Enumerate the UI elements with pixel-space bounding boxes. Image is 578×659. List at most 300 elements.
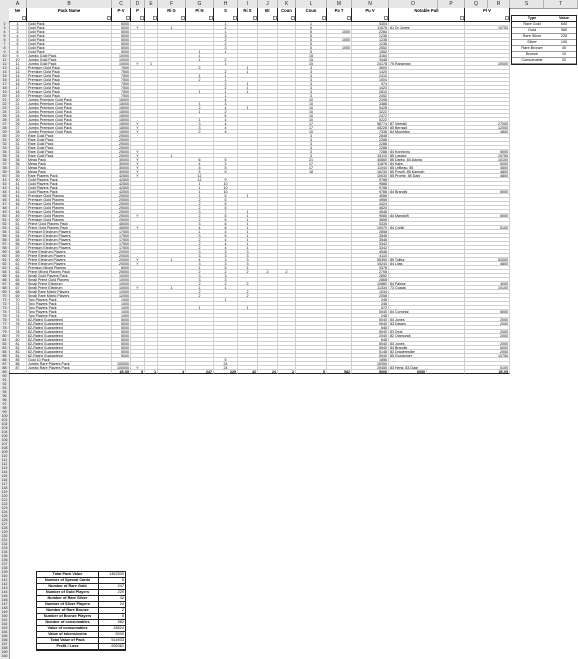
table-cell[interactable]: Jumbo Gold Pack: [27, 58, 112, 62]
filter-dropdown-icon[interactable]: [233, 16, 237, 20]
table-cell[interactable]: 5000: [112, 46, 131, 50]
table-cell[interactable]: 2: [186, 294, 214, 298]
table-cell[interactable]: 56: [9, 242, 27, 246]
table-cell[interactable]: 6: [214, 226, 238, 230]
table-cell[interactable]: Premium Gold Pack: [27, 86, 112, 90]
table-cell[interactable]: 5000: [112, 338, 131, 342]
table-cell[interactable]: 3: [214, 262, 238, 266]
table-cell[interactable]: 4800: [465, 262, 510, 266]
table-cell[interactable]: 43: [9, 190, 27, 194]
column-header-e[interactable]: E: [145, 0, 158, 8]
row-number[interactable]: 80: [2, 334, 7, 338]
row-number[interactable]: 108: [1, 446, 8, 450]
table-cell[interactable]: 57: [9, 246, 27, 250]
table-cell[interactable]: 25000: [112, 270, 131, 274]
table-cell[interactable]: Y: [131, 226, 145, 230]
filter-dropdown-icon[interactable]: [253, 16, 257, 20]
table-cell[interactable]: 84 Jones: [389, 318, 465, 322]
table-cell[interactable]: 11334: [352, 286, 389, 290]
table-cell[interactable]: 1: [238, 238, 258, 242]
table-cell[interactable]: 11044: [352, 166, 389, 170]
table-cell[interactable]: 3: [238, 250, 258, 254]
row-number[interactable]: 132: [1, 542, 8, 546]
table-cell[interactable]: 3: [296, 146, 327, 150]
row-number[interactable]: 130: [1, 534, 8, 538]
table-cell[interactable]: Y: [131, 262, 145, 266]
table-cell[interactable]: 1: [214, 94, 238, 98]
table-cell[interactable]: 5: [296, 30, 327, 34]
table-cell[interactable]: 2: [214, 26, 238, 30]
table-cell[interactable]: Small Prime Electrum: [27, 286, 112, 290]
table-cell[interactable]: Y: [131, 154, 145, 158]
table-cell[interactable]: 1: [186, 90, 214, 94]
row-number[interactable]: 69: [2, 290, 7, 294]
table-cell[interactable]: 2288: [352, 138, 389, 142]
table-cell[interactable]: 4: [214, 106, 238, 110]
table-cell[interactable]: 1: [238, 194, 258, 198]
table-cell[interactable]: 20: [9, 98, 27, 102]
table-cell[interactable]: 3: [214, 250, 238, 254]
table-cell[interactable]: Jumbo Gold Pack: [27, 62, 112, 66]
table-cell[interactable]: 10: [9, 58, 27, 62]
table-cell[interactable]: 1: [158, 154, 186, 158]
table-cell[interactable]: 7500: [112, 86, 131, 90]
row-number[interactable]: 156: [1, 638, 8, 642]
row-number[interactable]: 27: [2, 122, 7, 126]
table-cell[interactable]: 1034: [352, 290, 389, 294]
table-cell[interactable]: Gold Pack: [27, 50, 112, 54]
legend-type[interactable]: Bronze: [525, 52, 539, 56]
table-cell[interactable]: 5000: [465, 162, 510, 166]
table-cell[interactable]: 73: [9, 310, 27, 314]
row-number[interactable]: 14: [2, 70, 7, 74]
table-cell[interactable]: 10750: [465, 354, 510, 358]
table-cell[interactable]: Mega Pack: [27, 162, 112, 166]
row-number[interactable]: 25: [2, 114, 7, 118]
table-cell[interactable]: Jumbo Premium Gold Pack: [27, 114, 112, 118]
total-cell[interactable]: 42: [238, 370, 258, 374]
table-cell[interactable]: 1: [214, 74, 238, 78]
summary-value[interactable]: 5000: [115, 632, 124, 636]
table-cell[interactable]: 1: [214, 90, 238, 94]
table-cell[interactable]: 2000: [465, 330, 510, 334]
summary-label[interactable]: Value of consumables: [37, 626, 99, 631]
table-cell[interactable]: 2288: [352, 146, 389, 150]
table-cell[interactable]: Small Rare Mixed Players: [27, 294, 112, 298]
table-cell[interactable]: 86: [9, 362, 27, 366]
column-header-i[interactable]: I: [238, 0, 258, 8]
summary-value[interactable]: 2: [121, 608, 124, 612]
column-header-d[interactable]: D: [131, 0, 145, 8]
table-cell[interactable]: 2452: [352, 94, 389, 98]
summary-value[interactable]: 229: [117, 590, 124, 594]
table-cell[interactable]: Y: [131, 258, 145, 262]
table-cell[interactable]: 16: [9, 82, 27, 86]
table-cell[interactable]: 85 Berrazli: [389, 126, 465, 130]
row-number[interactable]: 95: [2, 394, 7, 398]
table-cell[interactable]: 25000: [112, 210, 131, 214]
row-number[interactable]: 36: [2, 158, 7, 162]
row-number[interactable]: 115: [1, 474, 8, 478]
row-number[interactable]: 93: [2, 386, 7, 390]
table-cell[interactable]: 7: [9, 46, 27, 50]
table-cell[interactable]: 51: [9, 222, 27, 226]
row-number[interactable]: 125: [1, 514, 8, 518]
table-cell[interactable]: Jumbo Premium Gold Pack: [27, 130, 112, 134]
row-number[interactable]: 33: [2, 146, 7, 150]
table-cell[interactable]: 12000: [112, 294, 131, 298]
summary-label[interactable]: Number of Rare Gold: [37, 584, 99, 589]
table-cell[interactable]: 2: [186, 130, 214, 134]
table-cell[interactable]: Small Rare Mixed Players: [27, 290, 112, 294]
table-cell[interactable]: Gold Players Pack: [27, 186, 112, 190]
table-cell[interactable]: 85 Poveli, 85 Kamrah: [389, 170, 465, 174]
table-cell[interactable]: 12000: [465, 126, 510, 130]
table-cell[interactable]: 26: [9, 122, 27, 126]
row-number[interactable]: 41: [2, 178, 7, 182]
table-cell[interactable]: 5000: [112, 50, 131, 54]
table-cell[interactable]: 5: [214, 166, 238, 170]
filter-dropdown-icon[interactable]: [460, 16, 464, 20]
row-number[interactable]: 51: [2, 218, 7, 222]
table-cell[interactable]: 23: [9, 110, 27, 114]
table-cell[interactable]: Premium Gold Pack: [27, 66, 112, 70]
table-header-1[interactable]: [27, 8, 112, 22]
summary-label[interactable]: Number of Rare Bronze: [37, 608, 99, 613]
column-header-n[interactable]: N: [352, 0, 389, 8]
table-cell[interactable]: Y: [131, 62, 145, 66]
table-cell[interactable]: 3376: [352, 266, 389, 270]
table-cell[interactable]: 5335: [352, 222, 389, 226]
table-cell[interactable]: 1: [238, 222, 258, 226]
table-cell[interactable]: 5000: [465, 346, 510, 350]
table-cell[interactable]: Two Players Pack: [27, 298, 112, 302]
row-number[interactable]: 131: [1, 538, 8, 542]
table-cell[interactable]: 2708: [352, 270, 389, 274]
table-cell[interactable]: 20000: [112, 250, 131, 254]
table-cell[interactable]: 17: [9, 86, 27, 90]
table-cell[interactable]: 4548: [352, 210, 389, 214]
table-cell[interactable]: 5: [214, 358, 238, 362]
table-cell[interactable]: 69: [9, 294, 27, 298]
table-cell[interactable]: Jumbo Rare Players Pack: [27, 362, 112, 366]
table-cell[interactable]: 1420: [352, 86, 389, 90]
table-cell[interactable]: Jumbo Gold Pack: [27, 54, 112, 58]
table-cell[interactable]: 22: [9, 106, 27, 110]
table-cell[interactable]: 1000: [112, 302, 131, 306]
filter-dropdown-icon[interactable]: [126, 16, 130, 20]
table-cell[interactable]: 10000: [112, 58, 131, 62]
table-cell[interactable]: 58: [9, 250, 27, 254]
table-cell[interactable]: 32: [9, 146, 27, 150]
table-cell[interactable]: Y: [131, 150, 145, 154]
row-number[interactable]: 79: [2, 330, 7, 334]
table-cell[interactable]: 76: [9, 322, 27, 326]
table-cell[interactable]: 44: [9, 194, 27, 198]
table-cell[interactable]: 74: [9, 314, 27, 318]
row-number[interactable]: 88: [2, 366, 7, 370]
table-cell[interactable]: 25000: [112, 214, 131, 218]
table-cell[interactable]: 3: [214, 254, 238, 258]
table-cell[interactable]: 1: [158, 258, 186, 262]
table-cell[interactable]: Jumbo Premium Gold Pack: [27, 126, 112, 130]
legend-value[interactable]: 360: [560, 28, 568, 32]
table-cell[interactable]: 2: [214, 82, 238, 86]
filter-dropdown-icon[interactable]: [505, 16, 509, 20]
table-cell[interactable]: 84 Jones: [389, 342, 465, 346]
column-header-k[interactable]: K: [278, 0, 296, 8]
table-cell[interactable]: 8: [9, 50, 27, 54]
table-cell[interactable]: 15000: [112, 130, 131, 134]
table-cell[interactable]: 3: [214, 162, 238, 166]
row-number[interactable]: 6: [3, 38, 6, 42]
table-cell[interactable]: Rare Gold Pack: [27, 150, 112, 154]
table-cell[interactable]: 1000: [112, 314, 131, 318]
table-cell[interactable]: 7500: [112, 70, 131, 74]
table-cell[interactable]: Premium Electrum Players: [27, 246, 112, 250]
table-cell[interactable]: 6: [9, 42, 27, 46]
table-cell[interactable]: 52: [9, 226, 27, 230]
row-number[interactable]: 2: [3, 22, 6, 26]
legend-row[interactable]: [512, 58, 576, 64]
column-header-f[interactable]: F: [158, 0, 186, 8]
row-number[interactable]: 91: [2, 378, 7, 382]
table-cell[interactable]: 1: [214, 50, 238, 54]
filter-dropdown-icon[interactable]: [347, 16, 351, 20]
row-number[interactable]: 123: [1, 506, 8, 510]
table-cell[interactable]: 15244: [352, 262, 389, 266]
column-header-h[interactable]: H: [214, 0, 238, 8]
table-cell[interactable]: 3: [296, 66, 327, 70]
table-cell[interactable]: 2: [186, 246, 214, 250]
table-cell[interactable]: 5000: [112, 350, 131, 354]
table-cell[interactable]: 1: [238, 86, 258, 90]
row-number[interactable]: 37: [2, 162, 7, 166]
table-cell[interactable]: 3: [186, 210, 214, 214]
table-cell[interactable]: 4500: [465, 166, 510, 170]
table-cell[interactable]: 5: [214, 202, 238, 206]
table-cell[interactable]: 78: [9, 330, 27, 334]
table-cell[interactable]: 80: [9, 338, 27, 342]
table-cell[interactable]: 45228: [352, 126, 389, 130]
table-cell[interactable]: 1: [238, 234, 258, 238]
legend-type[interactable]: Rare Gold: [523, 22, 541, 26]
table-header-11[interactable]: [296, 8, 327, 22]
table-cell[interactable]: 5040: [352, 318, 389, 322]
table-cell[interactable]: 15: [9, 78, 27, 82]
table-cell[interactable]: Y: [131, 130, 145, 134]
table-cell[interactable]: 5: [186, 166, 214, 170]
table-cell[interactable]: 1000: [112, 310, 131, 314]
table-cell[interactable]: 5148: [352, 350, 389, 354]
table-cell[interactable]: 85 Gondomer: [389, 354, 465, 358]
table-cell[interactable]: 1: [186, 182, 214, 186]
table-cell[interactable]: 1: [238, 82, 258, 86]
table-cell[interactable]: 1: [186, 50, 214, 54]
table-cell[interactable]: 84 Brandis: [389, 346, 465, 350]
summary-value[interactable]: 5: [121, 614, 124, 618]
table-header-13[interactable]: [352, 8, 389, 22]
column-header-a[interactable]: A: [9, 0, 27, 8]
row-number[interactable]: 11: [2, 58, 7, 62]
table-cell[interactable]: 2: [238, 290, 258, 294]
summary-label[interactable]: Number of Special Cards: [37, 578, 99, 583]
table-cell[interactable]: 2: [238, 282, 258, 286]
table-cell[interactable]: 2398: [352, 98, 389, 102]
summary-label[interactable]: Number of Bronze Players: [37, 614, 99, 619]
table-cell[interactable]: 10: [214, 190, 238, 194]
row-number[interactable]: 98: [2, 406, 7, 410]
table-cell[interactable]: 1: [238, 70, 258, 74]
table-cell[interactable]: 85 Prorrie, 85 Dani: [389, 174, 465, 178]
table-cell[interactable]: 5000: [112, 326, 131, 330]
row-number[interactable]: 40: [2, 174, 7, 178]
row-number[interactable]: 58: [2, 246, 7, 250]
table-header-0[interactable]: [9, 8, 27, 22]
table-cell[interactable]: Premium Gold Players: [27, 214, 112, 218]
table-header-9[interactable]: [258, 8, 278, 22]
row-number[interactable]: 126: [1, 518, 8, 522]
table-cell[interactable]: 1: [238, 230, 258, 234]
row-number[interactable]: 53: [2, 226, 7, 230]
table-cell[interactable]: 5000: [112, 354, 131, 358]
table-cell[interactable]: Premium Gold Pack: [27, 90, 112, 94]
table-cell[interactable]: 7500: [112, 78, 131, 82]
table-cell[interactable]: Y: [131, 166, 145, 170]
table-header-10[interactable]: [278, 8, 296, 22]
table-cell[interactable]: 15110: [352, 154, 389, 158]
totals-row[interactable]: [9, 370, 510, 374]
row-number[interactable]: 9: [3, 50, 6, 54]
table-cell[interactable]: Gold Pack: [27, 30, 112, 34]
table-cell[interactable]: 2: [186, 218, 214, 222]
table-cell[interactable]: 2: [278, 270, 296, 274]
table-cell[interactable]: 3: [296, 138, 327, 142]
table-cell[interactable]: 7: [214, 210, 238, 214]
table-cell[interactable]: Y: [131, 126, 145, 130]
row-number[interactable]: 26: [2, 118, 7, 122]
table-cell[interactable]: 1: [238, 214, 258, 218]
row-number[interactable]: 128: [1, 526, 8, 530]
column-header-c[interactable]: C: [112, 0, 131, 8]
table-cell[interactable]: Premium Electrum Players: [27, 242, 112, 246]
table-cell[interactable]: 5000: [112, 42, 131, 46]
row-number[interactable]: 10: [2, 54, 7, 58]
table-cell[interactable]: 5: [214, 206, 238, 210]
table-cell[interactable]: 4: [186, 162, 214, 166]
table-cell[interactable]: 5000: [465, 214, 510, 218]
table-cell[interactable]: 25000: [112, 154, 131, 158]
table-cell[interactable]: 2852: [352, 274, 389, 278]
table-cell[interactable]: 25000: [112, 198, 131, 202]
table-cell[interactable]: 63: [9, 270, 27, 274]
table-cell[interactable]: 82-Rated Guaranteed: [27, 346, 112, 350]
row-number[interactable]: 122: [1, 502, 8, 506]
total-cell[interactable]: 5: [296, 370, 327, 374]
row-number[interactable]: 151: [1, 618, 8, 622]
table-cell[interactable]: 24: [214, 362, 238, 366]
table-cell[interactable]: 12000: [112, 290, 131, 294]
table-cell[interactable]: 37: [9, 166, 27, 170]
row-number[interactable]: 160: [1, 654, 8, 658]
table-cell[interactable]: 30000: [112, 170, 131, 174]
table-cell[interactable]: 10: [214, 186, 238, 190]
row-number[interactable]: 78: [2, 326, 7, 330]
table-cell[interactable]: 84 Konnichu: [389, 150, 465, 154]
table-cell[interactable]: 5000: [112, 26, 131, 30]
table-cell[interactable]: 1000: [112, 298, 131, 302]
table-cell[interactable]: Prime Gold Players Pack: [27, 222, 112, 226]
table-cell[interactable]: 15000: [112, 98, 131, 102]
table-cell[interactable]: 4: [214, 246, 238, 250]
table-cell[interactable]: Gold Players Pack: [27, 182, 112, 186]
table-cell[interactable]: 2: [214, 270, 238, 274]
table-cell[interactable]: 13: [9, 70, 27, 74]
table-cell[interactable]: 9: [214, 178, 238, 182]
row-number[interactable]: 142: [1, 582, 8, 586]
table-cell[interactable]: 73 Coada: [389, 286, 465, 290]
table-cell[interactable]: 10000: [112, 274, 131, 278]
table-cell[interactable]: 45: [9, 198, 27, 202]
row-number[interactable]: 68: [2, 286, 7, 290]
summary-value[interactable]: 5: [121, 578, 124, 582]
table-cell[interactable]: 2: [238, 294, 258, 298]
table-cell[interactable]: 1000: [327, 38, 352, 42]
table-cell[interactable]: 10000: [112, 54, 131, 58]
table-cell[interactable]: Jumbo Premium Gold Pack: [27, 106, 112, 110]
table-cell[interactable]: 2288: [352, 142, 389, 146]
table-cell[interactable]: 17500: [112, 234, 131, 238]
row-number[interactable]: 86: [2, 358, 7, 362]
table-cell[interactable]: 10880: [352, 282, 389, 286]
table-cell[interactable]: 2: [186, 214, 214, 218]
table-cell[interactable]: 3: [296, 150, 327, 154]
total-cell[interactable]: 1: [145, 370, 158, 374]
table-cell[interactable]: 52000: [465, 258, 510, 262]
table-cell[interactable]: 9080: [352, 214, 389, 218]
table-cell[interactable]: 14: [9, 74, 27, 78]
table-cell[interactable]: 248: [352, 302, 389, 306]
row-number[interactable]: 150: [1, 614, 8, 618]
table-cell[interactable]: 9: [9, 54, 27, 58]
table-cell[interactable]: 1: [186, 266, 214, 270]
table-cell[interactable]: 46: [9, 202, 27, 206]
table-cell[interactable]: 10: [296, 118, 327, 122]
table-cell[interactable]: 82 Olamundi: [389, 334, 465, 338]
table-cell[interactable]: Jumbo Premium Gold Pack: [27, 122, 112, 126]
table-cell[interactable]: 1004: [352, 78, 389, 82]
table-cell[interactable]: 3: [238, 254, 258, 258]
table-cell[interactable]: 1000: [327, 30, 352, 34]
table-cell[interactable]: 11678: [352, 26, 389, 30]
table-cell[interactable]: 12: [9, 66, 27, 70]
row-number[interactable]: 52: [2, 222, 7, 226]
table-cell[interactable]: 3164: [352, 54, 389, 58]
table-cell[interactable]: 3: [214, 278, 238, 282]
table-cell[interactable]: 15: [296, 62, 327, 66]
table-cell[interactable]: 5000: [112, 342, 131, 346]
table-cell[interactable]: 10000: [112, 62, 131, 66]
table-cell[interactable]: Mega Pack: [27, 166, 112, 170]
row-number[interactable]: 43: [2, 186, 7, 190]
legend-value[interactable]: 32: [561, 58, 567, 62]
row-number[interactable]: 81: [2, 338, 7, 342]
row-number[interactable]: 103: [1, 426, 8, 430]
table-cell[interactable]: 10750: [465, 154, 510, 158]
table-cell[interactable]: 45000: [112, 226, 131, 230]
summary-label[interactable]: Profit / Loss: [37, 644, 99, 649]
table-cell[interactable]: 7500: [112, 94, 131, 98]
